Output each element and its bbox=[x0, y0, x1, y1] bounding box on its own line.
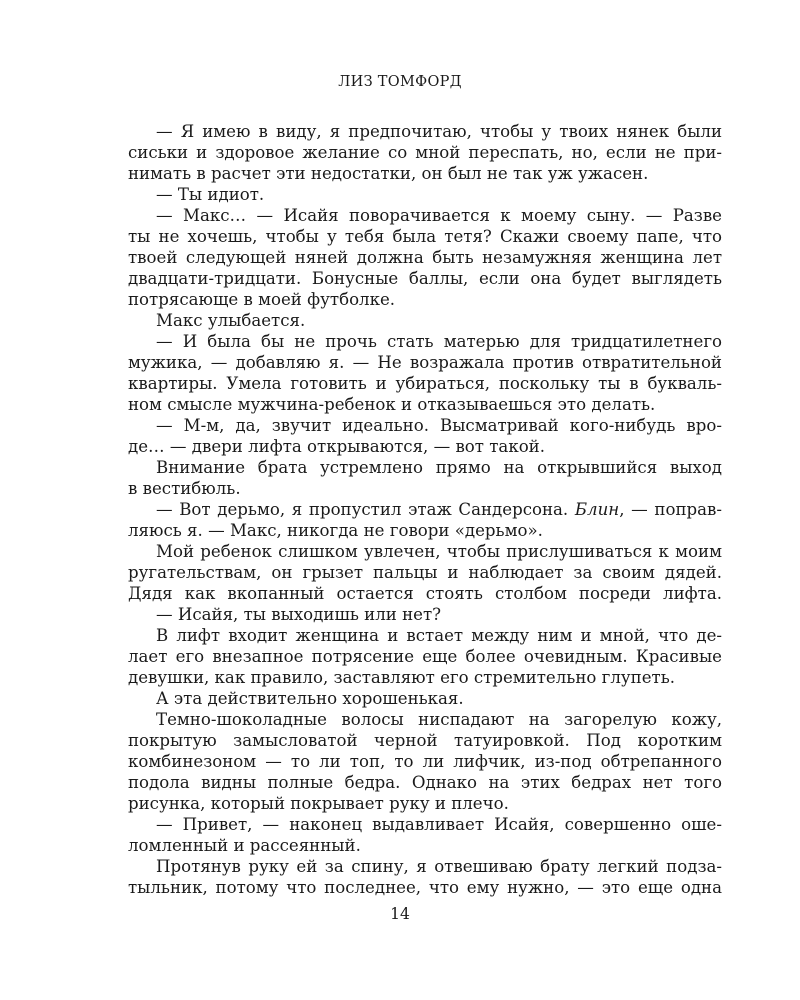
text-line: сиськи и здоровое желание со мной переспать, но, если не при- bbox=[128, 143, 722, 162]
text-line: Мой ребенок слишком увлечен, чтобы прислушиваться к моим bbox=[156, 542, 722, 561]
text-line: твоей следующей няней должна быть незамужняя женщина лет bbox=[128, 248, 722, 267]
text-line: потрясающе в моей футболке. bbox=[128, 290, 396, 309]
text-line: — Ты идиот. bbox=[156, 185, 265, 204]
text-line: А эта действительно хорошенькая. bbox=[156, 689, 464, 708]
text-line: ругательствам, он грызет пальцы и наблюдает за своим дядей. bbox=[128, 563, 722, 582]
text-line: рисунка, который покрывает руку и плечо. bbox=[128, 794, 509, 813]
text-line: мужика, — добавляю я. — Не возражала против отвратительной bbox=[128, 353, 722, 372]
running-header: ЛИЗ ТОМФОРД bbox=[338, 74, 462, 90]
text-line: — Макс… — Исайя поворачивается к моему сыну. — Разве bbox=[156, 206, 722, 225]
text-line bbox=[128, 499, 722, 520]
text-line: покрытую замысловатой черной татуировкой. Под коротким bbox=[128, 731, 722, 750]
text-segment: , — поправ- bbox=[619, 500, 722, 519]
text-line: комбинезоном — то ли топ, то ли лифчик, из-под обтрепанного bbox=[128, 752, 722, 771]
text-line: Внимание брата устремлено прямо на открывшийся выход bbox=[156, 458, 722, 477]
text-line: ты не хочешь, чтобы у тебя была тетя? Скажи своему папе, что bbox=[128, 227, 722, 246]
text-line: — М-м, да, звучит идеально. Высматривай кого-нибудь вро- bbox=[156, 416, 722, 435]
text-line: — Исайя, ты выходишь или нет? bbox=[156, 605, 442, 624]
text-line: — Я имею в виду, я предпочитаю, чтобы у твоих нянек были bbox=[156, 122, 722, 141]
text-line: Протянув руку ей за спину, я отвешиваю брату легкий подза- bbox=[156, 857, 722, 876]
text-line: ляюсь я. — Макс, никогда не говори «дерьмо». bbox=[128, 521, 543, 540]
text-line: — И была бы не прочь стать матерью для тридцатилетнего bbox=[156, 332, 722, 351]
text-line: — Привет, — наконец выдавливает Исайя, совершенно оше- bbox=[156, 815, 722, 834]
text-line: Макс улыбается. bbox=[156, 311, 306, 330]
text-line: де… — двери лифта открываются, — вот такой. bbox=[128, 437, 546, 456]
text-segment: — Вот дерьмо, я пропустил этаж Сандерсона. bbox=[156, 500, 569, 519]
text-line: Темно-шоколадные волосы ниспадают на загорелую кожу, bbox=[156, 710, 722, 729]
text-line: ломленный и рассеянный. bbox=[128, 836, 361, 855]
text-line: В лифт входит женщина и встает между ним и мной, что де- bbox=[156, 626, 722, 645]
page-number: 14 bbox=[390, 905, 410, 923]
body-text bbox=[128, 121, 722, 898]
text-line: девушки, как правило, заставляют его стремительно глупеть. bbox=[128, 668, 676, 687]
text-line: нимать в расчет эти недостатки, он был не так уж ужасен. bbox=[128, 164, 649, 183]
text-line: лает его внезапное потрясение еще более очевидным. Красивые bbox=[128, 647, 722, 666]
italic-emphasis: Блин bbox=[574, 500, 620, 519]
text-line: тыльник, потому что последнее, что ему нужно, — это еще одна bbox=[128, 878, 722, 897]
text-line: в вестибюль. bbox=[128, 479, 241, 498]
text-line: ном смысле мужчина-ребенок и отказываешься это делать. bbox=[128, 395, 656, 414]
text-line: Дядя как вкопанный остается стоять столбом посреди лифта. bbox=[128, 584, 722, 603]
text-line: подола видны полные бедра. Однако на этих бедрах нет того bbox=[128, 773, 722, 792]
text-line: двадцати-тридцати. Бонусные баллы, если она будет выглядеть bbox=[128, 269, 722, 288]
text-line: квартиры. Умела готовить и убираться, поскольку ты в букваль- bbox=[128, 374, 722, 393]
